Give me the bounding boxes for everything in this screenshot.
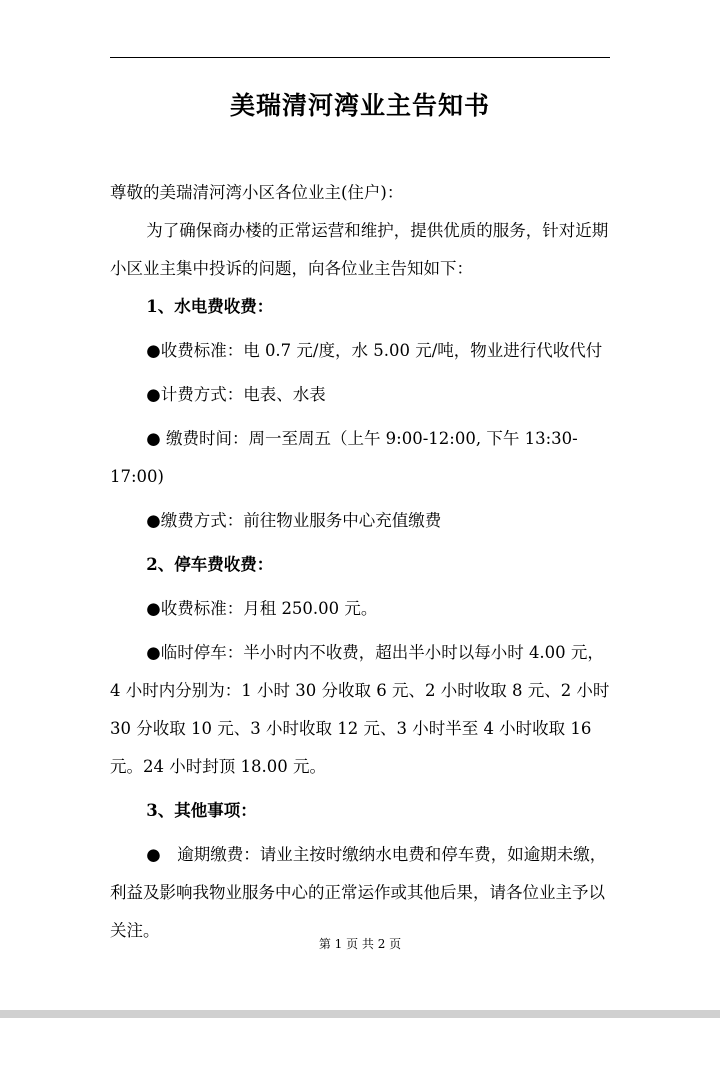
page-number: 第 1 页 共 2 页 <box>318 937 402 951</box>
section-2-item-temporary: ●临时停车：半小时内不收费，超出半小时以每小时 4.00 元， 4 小时内分别为：1 小时 30 分收取 6 元、2 小时收取 8 元、2 小时 30 分收取 10 元、3 小时收取 12 元、3 小时半至 4 小时收取 16 元。24 小时封顶 18.00 元。 <box>110 643 610 776</box>
page-separator <box>0 1010 720 1018</box>
section-1-item-payment: ●缴费方式：前往物业服务中心充值缴费 <box>146 511 442 530</box>
section-1-item-metering: ●计费方式：电表、水表 <box>146 385 326 404</box>
document-title: 美瑞清河湾业主告知书 <box>229 91 490 120</box>
section-3-heading: 3、其他事项： <box>146 801 257 820</box>
section-3-item-overdue: ● 逾期缴费：请业主按时缴纳水电费和停车费，如逾期未缴，利益及影响我物业服务中心的正常运作或其他后果，请各位业主予以关注。 <box>110 845 607 940</box>
section-1-item-rate: ●收费标准：电 0.7 元/度，水 5.00 元/吨，物业进行代收代付 <box>146 341 603 360</box>
section-1-item-hours: ● 缴费时间：周一至周五（上午 9:00-12:00, 下午 13:30-17:00) <box>110 429 578 486</box>
intro-paragraph: 为了确保商办楼的正常运营和维护，提供优质的服务，针对近期小区业主集中投诉的问题，向各位业主告知如下： <box>110 221 609 278</box>
salutation: 尊敬的美瑞清河湾小区各位业主(住户)： <box>110 183 404 202</box>
document-body <box>110 174 610 950</box>
section-1-heading: 1、水电费收费： <box>146 297 274 316</box>
section-2-heading: 2、停车费收费： <box>146 555 274 574</box>
section-2-item-monthly: ●收费标准：月租 250.00 元。 <box>146 599 378 618</box>
top-rule <box>110 57 610 58</box>
